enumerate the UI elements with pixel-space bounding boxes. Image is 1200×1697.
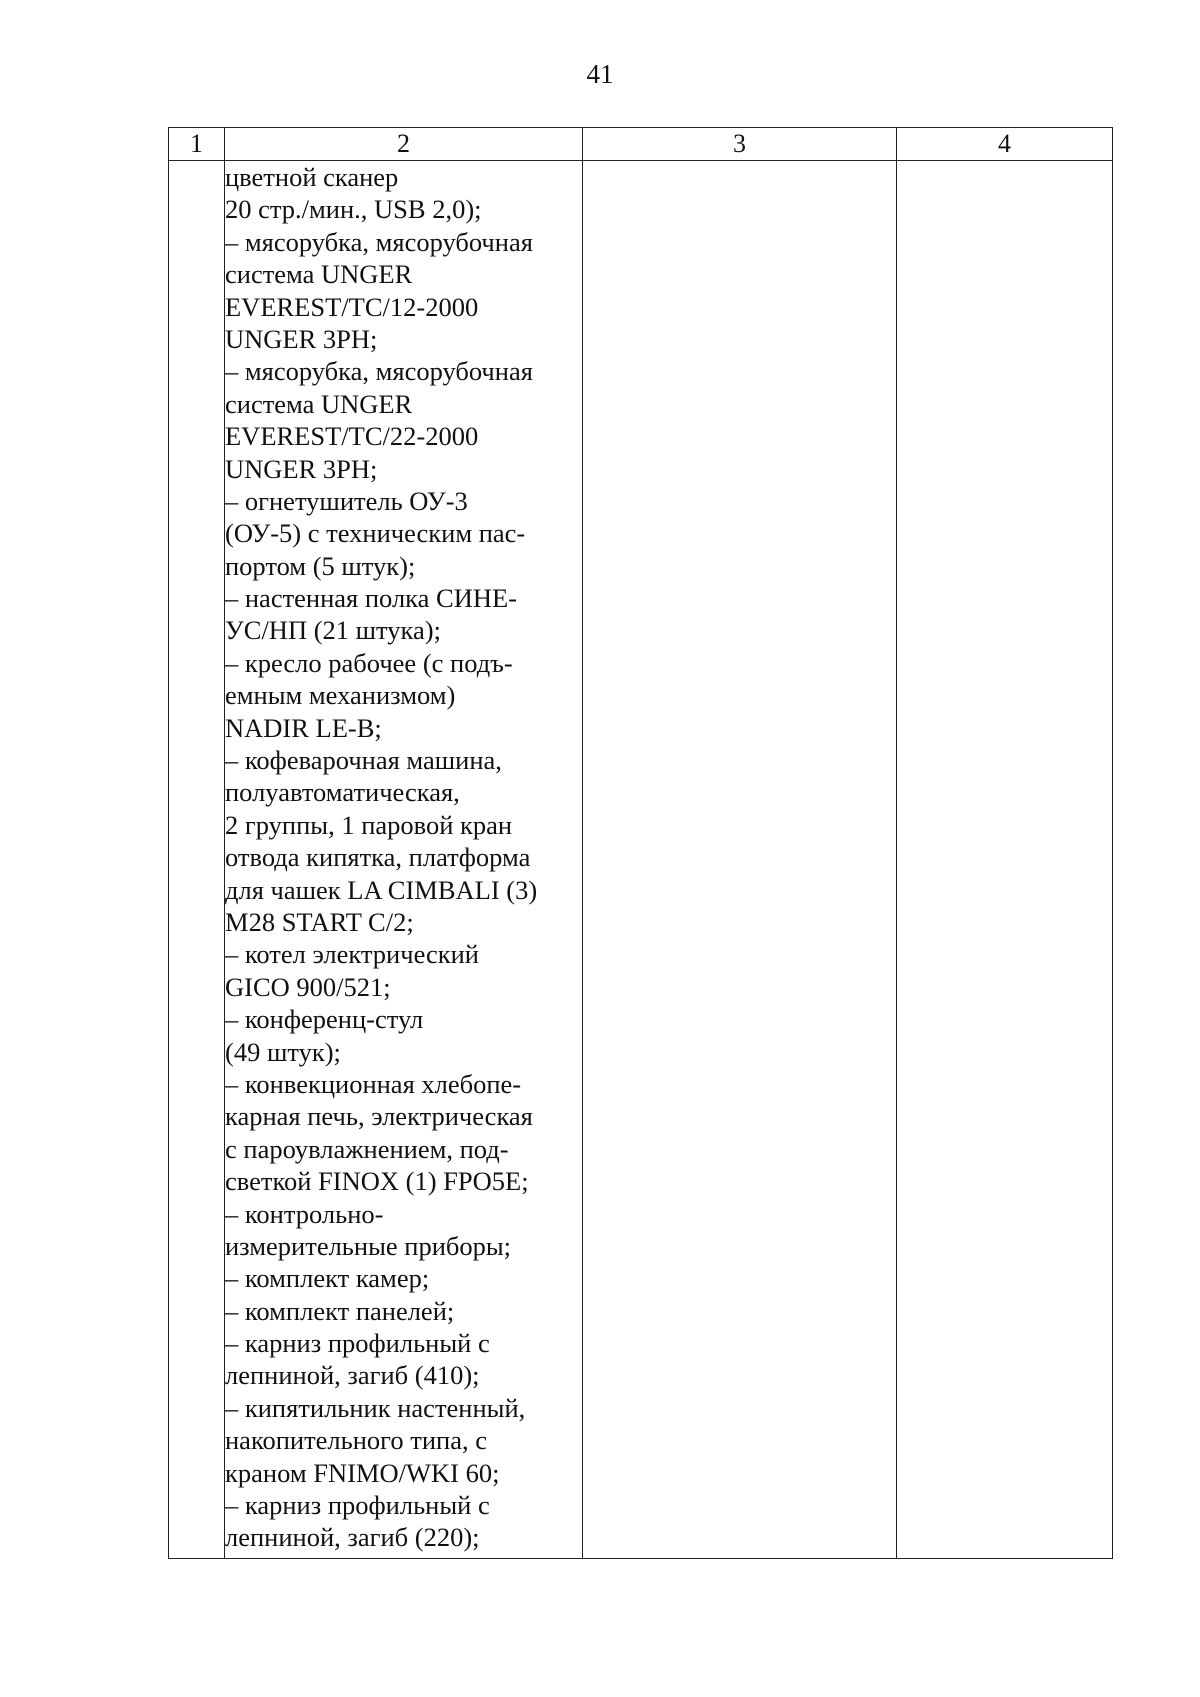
equipment-text-line: полуавтоматическая, [225,777,460,808]
equipment-text-line: емным механизмом) [225,680,456,711]
equipment-text-line: УС/НП (21 штука); [225,615,441,646]
equipment-text-line: краном FNIMO/WKI 60; [225,1457,500,1488]
equipment-text-line: для чашек LA CIMBALI (3) [225,874,538,905]
equipment-text-line: – мясорубка, мясорубочная [225,226,533,257]
cell-col-2-equipment-list [225,161,583,1559]
equipment-text-line: лепниной, загиб (220); [225,1522,480,1553]
equipment-text-line: – мясорубка, мясорубочная [225,356,533,387]
equipment-text-line: – карниз профильный с [225,1490,490,1521]
equipment-text-line: – кипятильник настенный, [225,1392,526,1423]
equipment-text-line: UNGER 3PH; [225,453,378,484]
cell-col-4 [897,161,1113,1559]
equipment-text-line: – котел электрический [225,939,479,970]
equipment-text-line: измерительные приборы; [225,1230,512,1261]
equipment-text-line: M28 START C/2; [225,906,414,937]
equipment-text-line: (49 штук); [225,1036,341,1067]
equipment-text-line: EVEREST/TC/22-2000 [225,421,479,452]
equipment-text-line: 20 стр./мин., USB 2,0); [225,194,482,225]
header-col-1: 1 [169,128,225,161]
equipment-text-line: портом (5 штук); [225,550,416,581]
header-col-4: 4 [897,128,1113,161]
equipment-text-line: – карниз профильный с [225,1328,490,1359]
equipment-table [168,127,1113,1559]
equipment-text-line: карная печь, электрическая [225,1101,533,1132]
equipment-text-line: отвода кипятка, платформа [225,842,531,873]
equipment-text-line: – кофеварочная машина, [225,745,502,776]
equipment-text-line: светкой FINOX (1) FPO5E; [225,1166,529,1197]
equipment-text-line: система UNGER [225,259,413,290]
equipment-text-line: – настенная полка СИНЕ- [225,583,517,614]
equipment-text-line: лепниной, загиб (410); [225,1360,480,1391]
equipment-text-line: – огнетушитель ОУ-3 [225,485,468,516]
equipment-text-line: цветной сканер [225,162,399,192]
equipment-text-line: (ОУ-5) с техническим пас- [225,518,526,549]
equipment-text-line: – контрольно- [225,1198,384,1229]
equipment-text-line: – комплект камер; [225,1263,430,1294]
table-header-row [169,128,1113,161]
equipment-text-line: – конвекционная хлебопе- [225,1068,522,1099]
header-col-3: 3 [583,128,897,161]
header-col-2: 2 [225,128,583,161]
equipment-text-line: накопительного типа, с [225,1425,487,1456]
equipment-text-line: с пароувлажнением, под- [225,1133,509,1164]
equipment-text-line: система UNGER [225,388,413,419]
equipment-text-line: 2 группы, 1 паровой кран [225,809,513,840]
table-row [169,161,1113,1559]
equipment-text-line: GICO 900/521; [225,971,391,1002]
equipment-text-line: EVEREST/TC/12-2000 [225,291,479,322]
cell-col-3 [583,161,897,1559]
equipment-text-line: – конференц-стул [225,1004,424,1035]
cell-col-1 [169,161,225,1559]
equipment-text-line: UNGER 3PH; [225,323,378,354]
equipment-text-line: – кресло рабочее (с подъ- [225,647,513,678]
equipment-text-line: – комплект панелей; [225,1295,455,1326]
page-number: 41 [586,59,614,89]
equipment-text-line: NADIR LE-B; [225,712,382,743]
